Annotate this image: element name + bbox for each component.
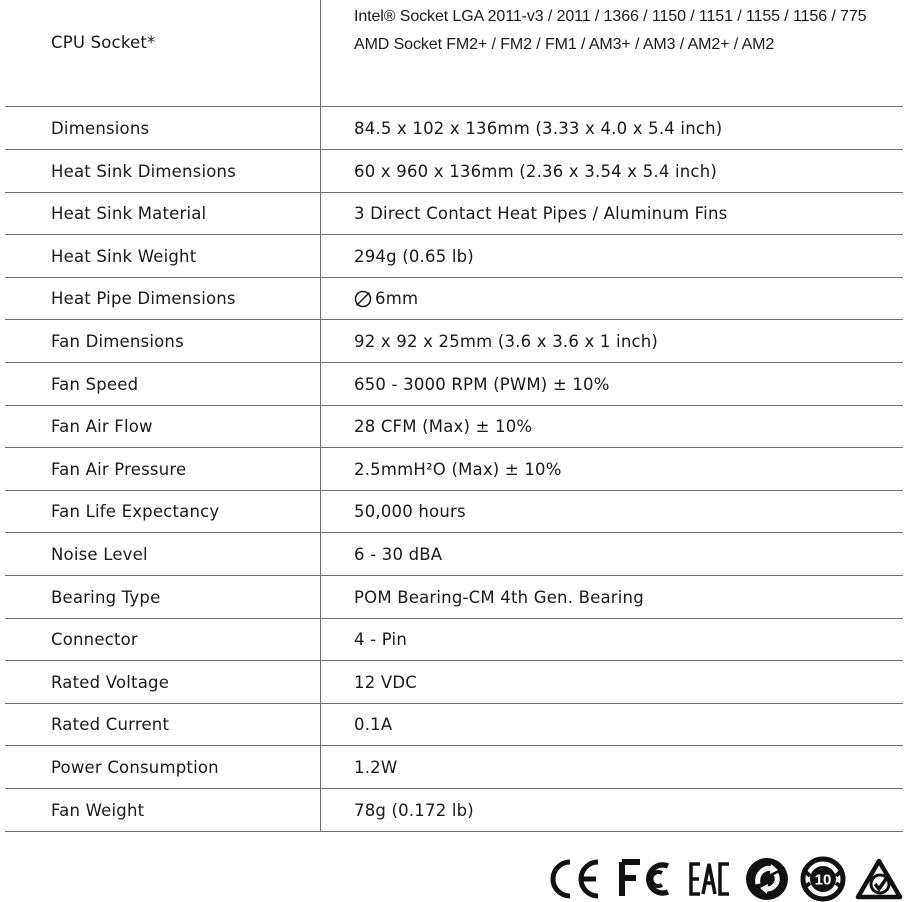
spec-label: CPU Socket* xyxy=(5,0,321,106)
spec-row-fan-air-pressure xyxy=(5,448,903,491)
ce-mark-icon xyxy=(548,856,604,902)
spec-value: 50,000 hours xyxy=(354,502,466,521)
spec-value: 78g (0.172 lb) xyxy=(354,800,474,820)
spec-label: Fan Life Expectancy xyxy=(5,491,321,532)
spec-row-heat-sink-dimensions xyxy=(5,150,903,193)
certification-marks xyxy=(548,856,904,902)
spec-value: 294g (0.65 lb) xyxy=(354,246,474,266)
spec-label: Power Consumption xyxy=(5,746,321,788)
spec-row-bearing-type xyxy=(5,576,903,619)
spec-row-heat-sink-material xyxy=(5,193,903,235)
spec-label: Bearing Type xyxy=(5,576,321,618)
spec-label: Rated Voltage xyxy=(5,661,321,703)
spec-label: Connector xyxy=(5,619,321,660)
spec-value: 92 x 92 x 25mm (3.6 x 3.6 x 1 inch) xyxy=(354,331,659,351)
spec-row-connector xyxy=(5,619,903,661)
spec-value: 28 CFM (Max) ± 10% xyxy=(354,417,533,436)
rohs-10-text: 10 xyxy=(814,871,832,889)
spec-row-rated-voltage xyxy=(5,661,903,704)
spec-value: 60 x 960 x 136mm (2.36 x 3.54 x 5.4 inch) xyxy=(354,161,717,181)
spec-row-rated-current xyxy=(5,704,903,746)
spec-label: Fan Air Flow xyxy=(5,406,321,447)
spec-row-dimensions xyxy=(5,107,903,150)
cpu-socket-amd: AMD Socket FM2+ / FM2 / FM1 / AM3+ / AM3 / AM2+ / AM2 xyxy=(354,36,775,53)
spec-label: Noise Level xyxy=(5,533,321,575)
spec-value xyxy=(321,278,903,319)
spec-label: Heat Sink Dimensions xyxy=(5,150,321,192)
spec-value: 6 - 30 dBA xyxy=(354,544,443,564)
recycle-mark-icon xyxy=(744,856,790,902)
spec-row-noise-level xyxy=(5,533,903,576)
spec-value: 12 VDC xyxy=(354,672,417,692)
spec-value: 2.5mmH²O (Max) ± 10% xyxy=(354,459,562,479)
spec-row-fan-weight xyxy=(5,789,903,832)
spec-row-fan-dimensions xyxy=(5,320,903,363)
fcc-mark-icon xyxy=(618,856,678,902)
rohs-10-mark-icon xyxy=(800,856,846,902)
spec-value: POM Bearing-CM 4th Gen. Bearing xyxy=(354,587,644,607)
spec-value: 84.5 x 102 x 136mm (3.33 x 4.0 x 5.4 inch) xyxy=(354,118,723,138)
diameter-icon xyxy=(354,290,372,308)
spec-row-fan-life-expectancy xyxy=(5,491,903,533)
spec-label: Dimensions xyxy=(5,107,321,149)
spec-row-heat-sink-weight xyxy=(5,235,903,278)
eac-mark-icon xyxy=(688,856,732,902)
spec-row-fan-air-flow xyxy=(5,406,903,448)
spec-row-heat-pipe-dimensions xyxy=(5,278,903,320)
rcm-mark-icon xyxy=(854,856,904,902)
spec-label: Heat Pipe Dimensions xyxy=(5,278,321,319)
spec-row-fan-speed xyxy=(5,363,903,406)
cpu-socket-intel: Intel® Socket LGA 2011-v3 / 2011 / 1366 / 1150 / 1151 / 1155 / 1156 / 775 xyxy=(354,8,867,25)
spec-value xyxy=(321,0,903,106)
spec-label: Fan Weight xyxy=(5,789,321,831)
spec-row-power-consumption xyxy=(5,746,903,789)
spec-label: Fan Speed xyxy=(5,363,321,405)
spec-row-cpu-socket xyxy=(5,0,903,107)
spec-label: Heat Sink Weight xyxy=(5,235,321,277)
spec-label: Rated Current xyxy=(5,704,321,745)
spec-label: Fan Air Pressure xyxy=(5,448,321,490)
spec-table xyxy=(5,0,903,832)
spec-value: 650 - 3000 RPM (PWM) ± 10% xyxy=(354,374,610,394)
spec-value: 4 - Pin xyxy=(354,630,407,649)
spec-label: Heat Sink Material xyxy=(5,193,321,234)
spec-value: 3 Direct Contact Heat Pipes / Aluminum Fins xyxy=(354,204,728,223)
spec-value: 1.2W xyxy=(354,757,398,777)
heat-pipe-size: 6mm xyxy=(375,289,419,308)
spec-label: Fan Dimensions xyxy=(5,320,321,362)
spec-value: 0.1A xyxy=(354,715,393,734)
